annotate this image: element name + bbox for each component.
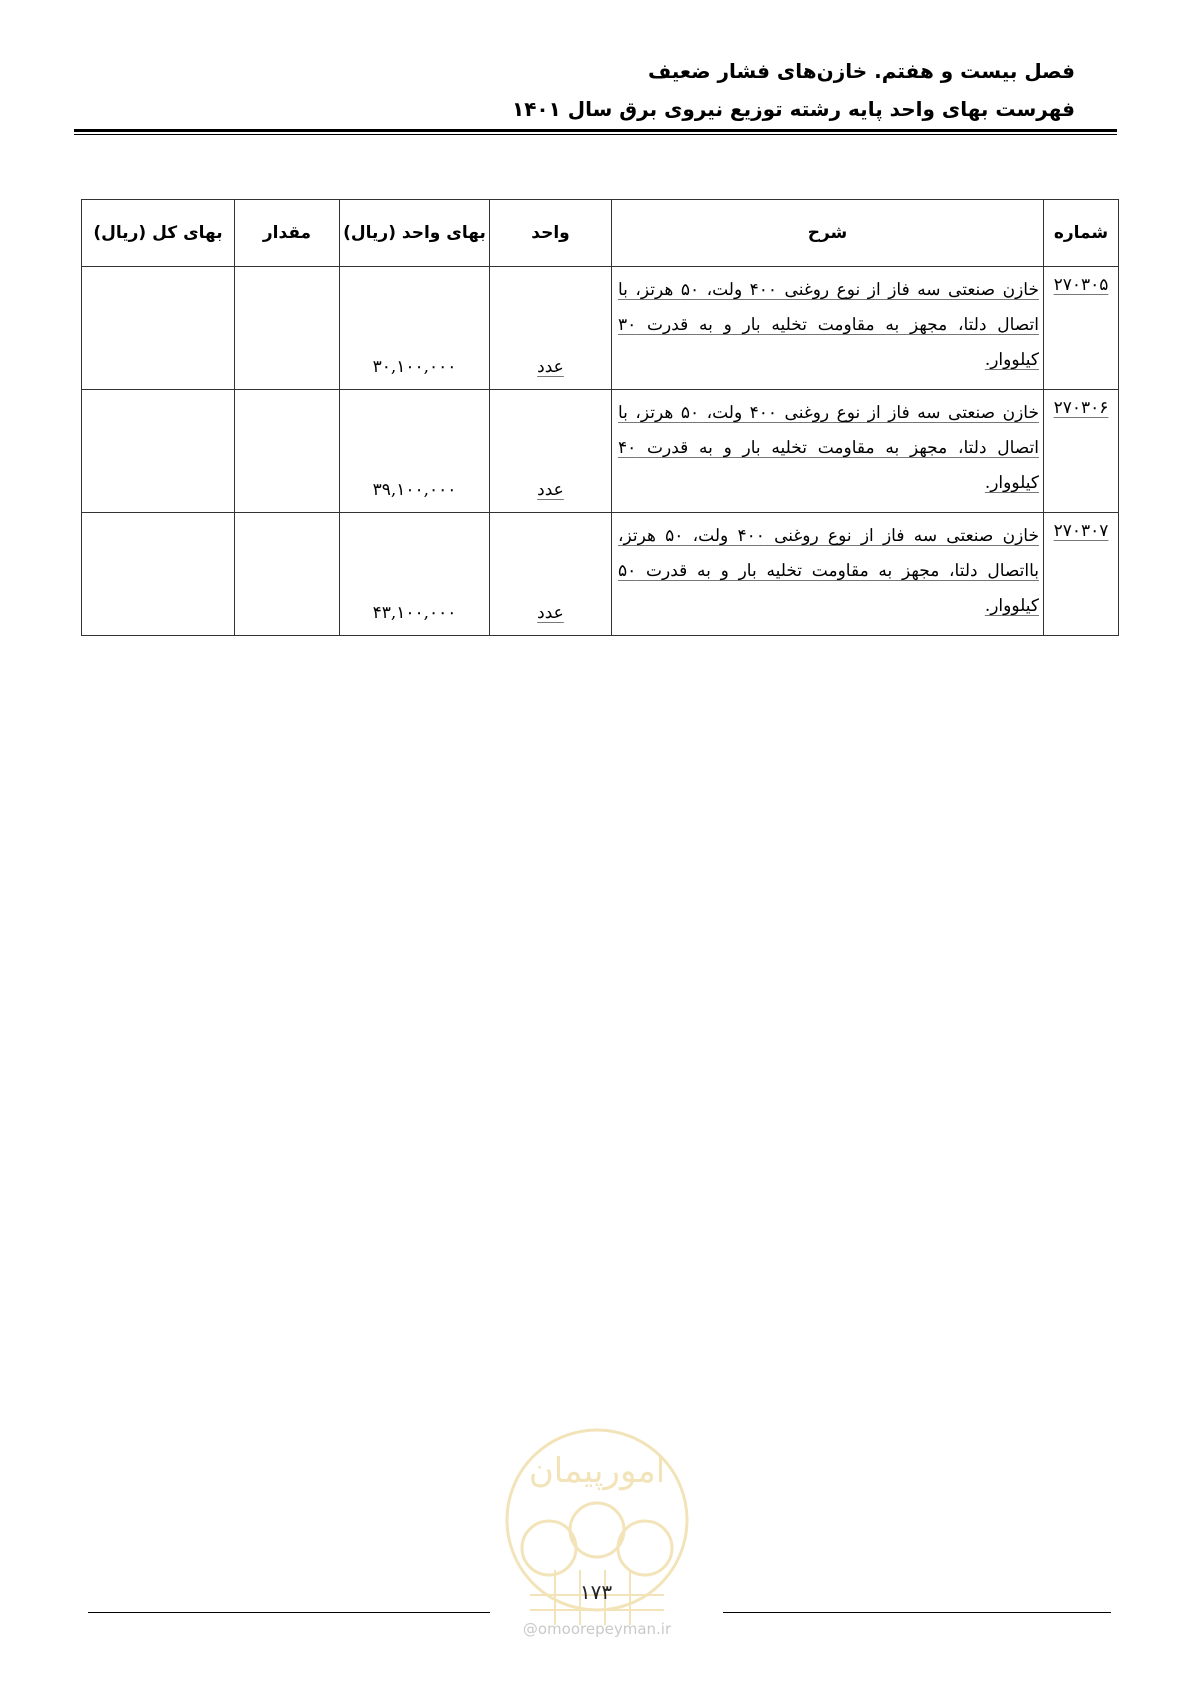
header-rule-thick bbox=[74, 129, 1117, 132]
item-number: ۲۷۰۳۰۷ bbox=[1053, 521, 1109, 541]
item-description-cell bbox=[612, 267, 1044, 390]
footer-rule-right bbox=[723, 1612, 1111, 1613]
item-unit: عدد bbox=[537, 357, 564, 377]
page-header bbox=[74, 52, 1117, 128]
watermark-text: امورپیمان bbox=[528, 1451, 666, 1491]
page-number: ۱۷۳ bbox=[579, 1580, 613, 1604]
item-unit-price: ۳۹,۱۰۰,۰۰۰ bbox=[340, 390, 490, 513]
watermark-gear-left bbox=[522, 1521, 576, 1575]
item-description: خازن صنعتی سه فاز از نوع روغنی ۴۰۰ ولت، ۵۰ هرتز، بااتصال دلتا، مجهز به مقاومت تخلیه بار و به قدرت ۵۰ کیلووار. bbox=[618, 526, 1039, 616]
column-header-unit-price: بهای واحد (ریال) bbox=[340, 200, 490, 267]
column-header-description: شرح bbox=[612, 200, 1044, 267]
item-quantity bbox=[235, 267, 340, 390]
table-row bbox=[82, 390, 1119, 513]
item-total-price bbox=[82, 267, 235, 390]
table-row bbox=[82, 267, 1119, 390]
item-quantity bbox=[235, 513, 340, 636]
item-number-cell bbox=[1044, 513, 1119, 636]
item-quantity bbox=[235, 390, 340, 513]
item-unit: عدد bbox=[537, 480, 564, 500]
item-description: خازن صنعتی سه فاز از نوع روغنی ۴۰۰ ولت، ۵۰ هرتز، با اتصال دلتا، مجهز به مقاومت تخلیه بار و به قدرت ۳۰ کیلووار. bbox=[618, 280, 1039, 370]
item-unit: عدد bbox=[537, 603, 564, 623]
header-rule-thin bbox=[74, 134, 1117, 135]
column-header-number: شماره bbox=[1044, 200, 1119, 267]
table-row bbox=[82, 513, 1119, 636]
site-url: @omoorepeyman.ir bbox=[522, 1620, 672, 1638]
item-unit-cell bbox=[490, 390, 612, 513]
column-header-total-price: بهای کل (ریال) bbox=[82, 200, 235, 267]
item-number: ۲۷۰۳۰۵ bbox=[1053, 275, 1109, 295]
item-description-cell bbox=[612, 390, 1044, 513]
item-unit-cell bbox=[490, 513, 612, 636]
chapter-title: فصل بیست و هفتم. خازن‌های فشار ضعیف bbox=[647, 59, 1075, 83]
column-header-unit: واحد bbox=[490, 200, 612, 267]
item-number-cell bbox=[1044, 267, 1119, 390]
watermark-logo bbox=[500, 1420, 694, 1640]
item-unit-cell bbox=[490, 267, 612, 390]
item-unit-price: ۳۰,۱۰۰,۰۰۰ bbox=[340, 267, 490, 390]
column-header-quantity: مقدار bbox=[235, 200, 340, 267]
price-list-table bbox=[81, 199, 1119, 636]
item-total-price bbox=[82, 390, 235, 513]
item-description: خازن صنعتی سه فاز از نوع روغنی ۴۰۰ ولت، ۵۰ هرتز، با اتصال دلتا، مجهز به مقاومت تخلیه بار و به قدرت ۴۰ کیلووار. bbox=[618, 403, 1039, 493]
item-unit-price: ۴۳,۱۰۰,۰۰۰ bbox=[340, 513, 490, 636]
item-number: ۲۷۰۳۰۶ bbox=[1053, 398, 1109, 418]
watermark-gear-center bbox=[570, 1503, 624, 1557]
document-subtitle: فهرست بهای واحد پایه رشته توزیع نیروی برق سال ۱۴۰۱ bbox=[512, 97, 1075, 121]
footer-rule-left bbox=[88, 1612, 490, 1613]
table-header-row bbox=[82, 200, 1119, 267]
item-number-cell bbox=[1044, 390, 1119, 513]
watermark-gear-right bbox=[618, 1521, 672, 1575]
item-description-cell bbox=[612, 513, 1044, 636]
item-total-price bbox=[82, 513, 235, 636]
